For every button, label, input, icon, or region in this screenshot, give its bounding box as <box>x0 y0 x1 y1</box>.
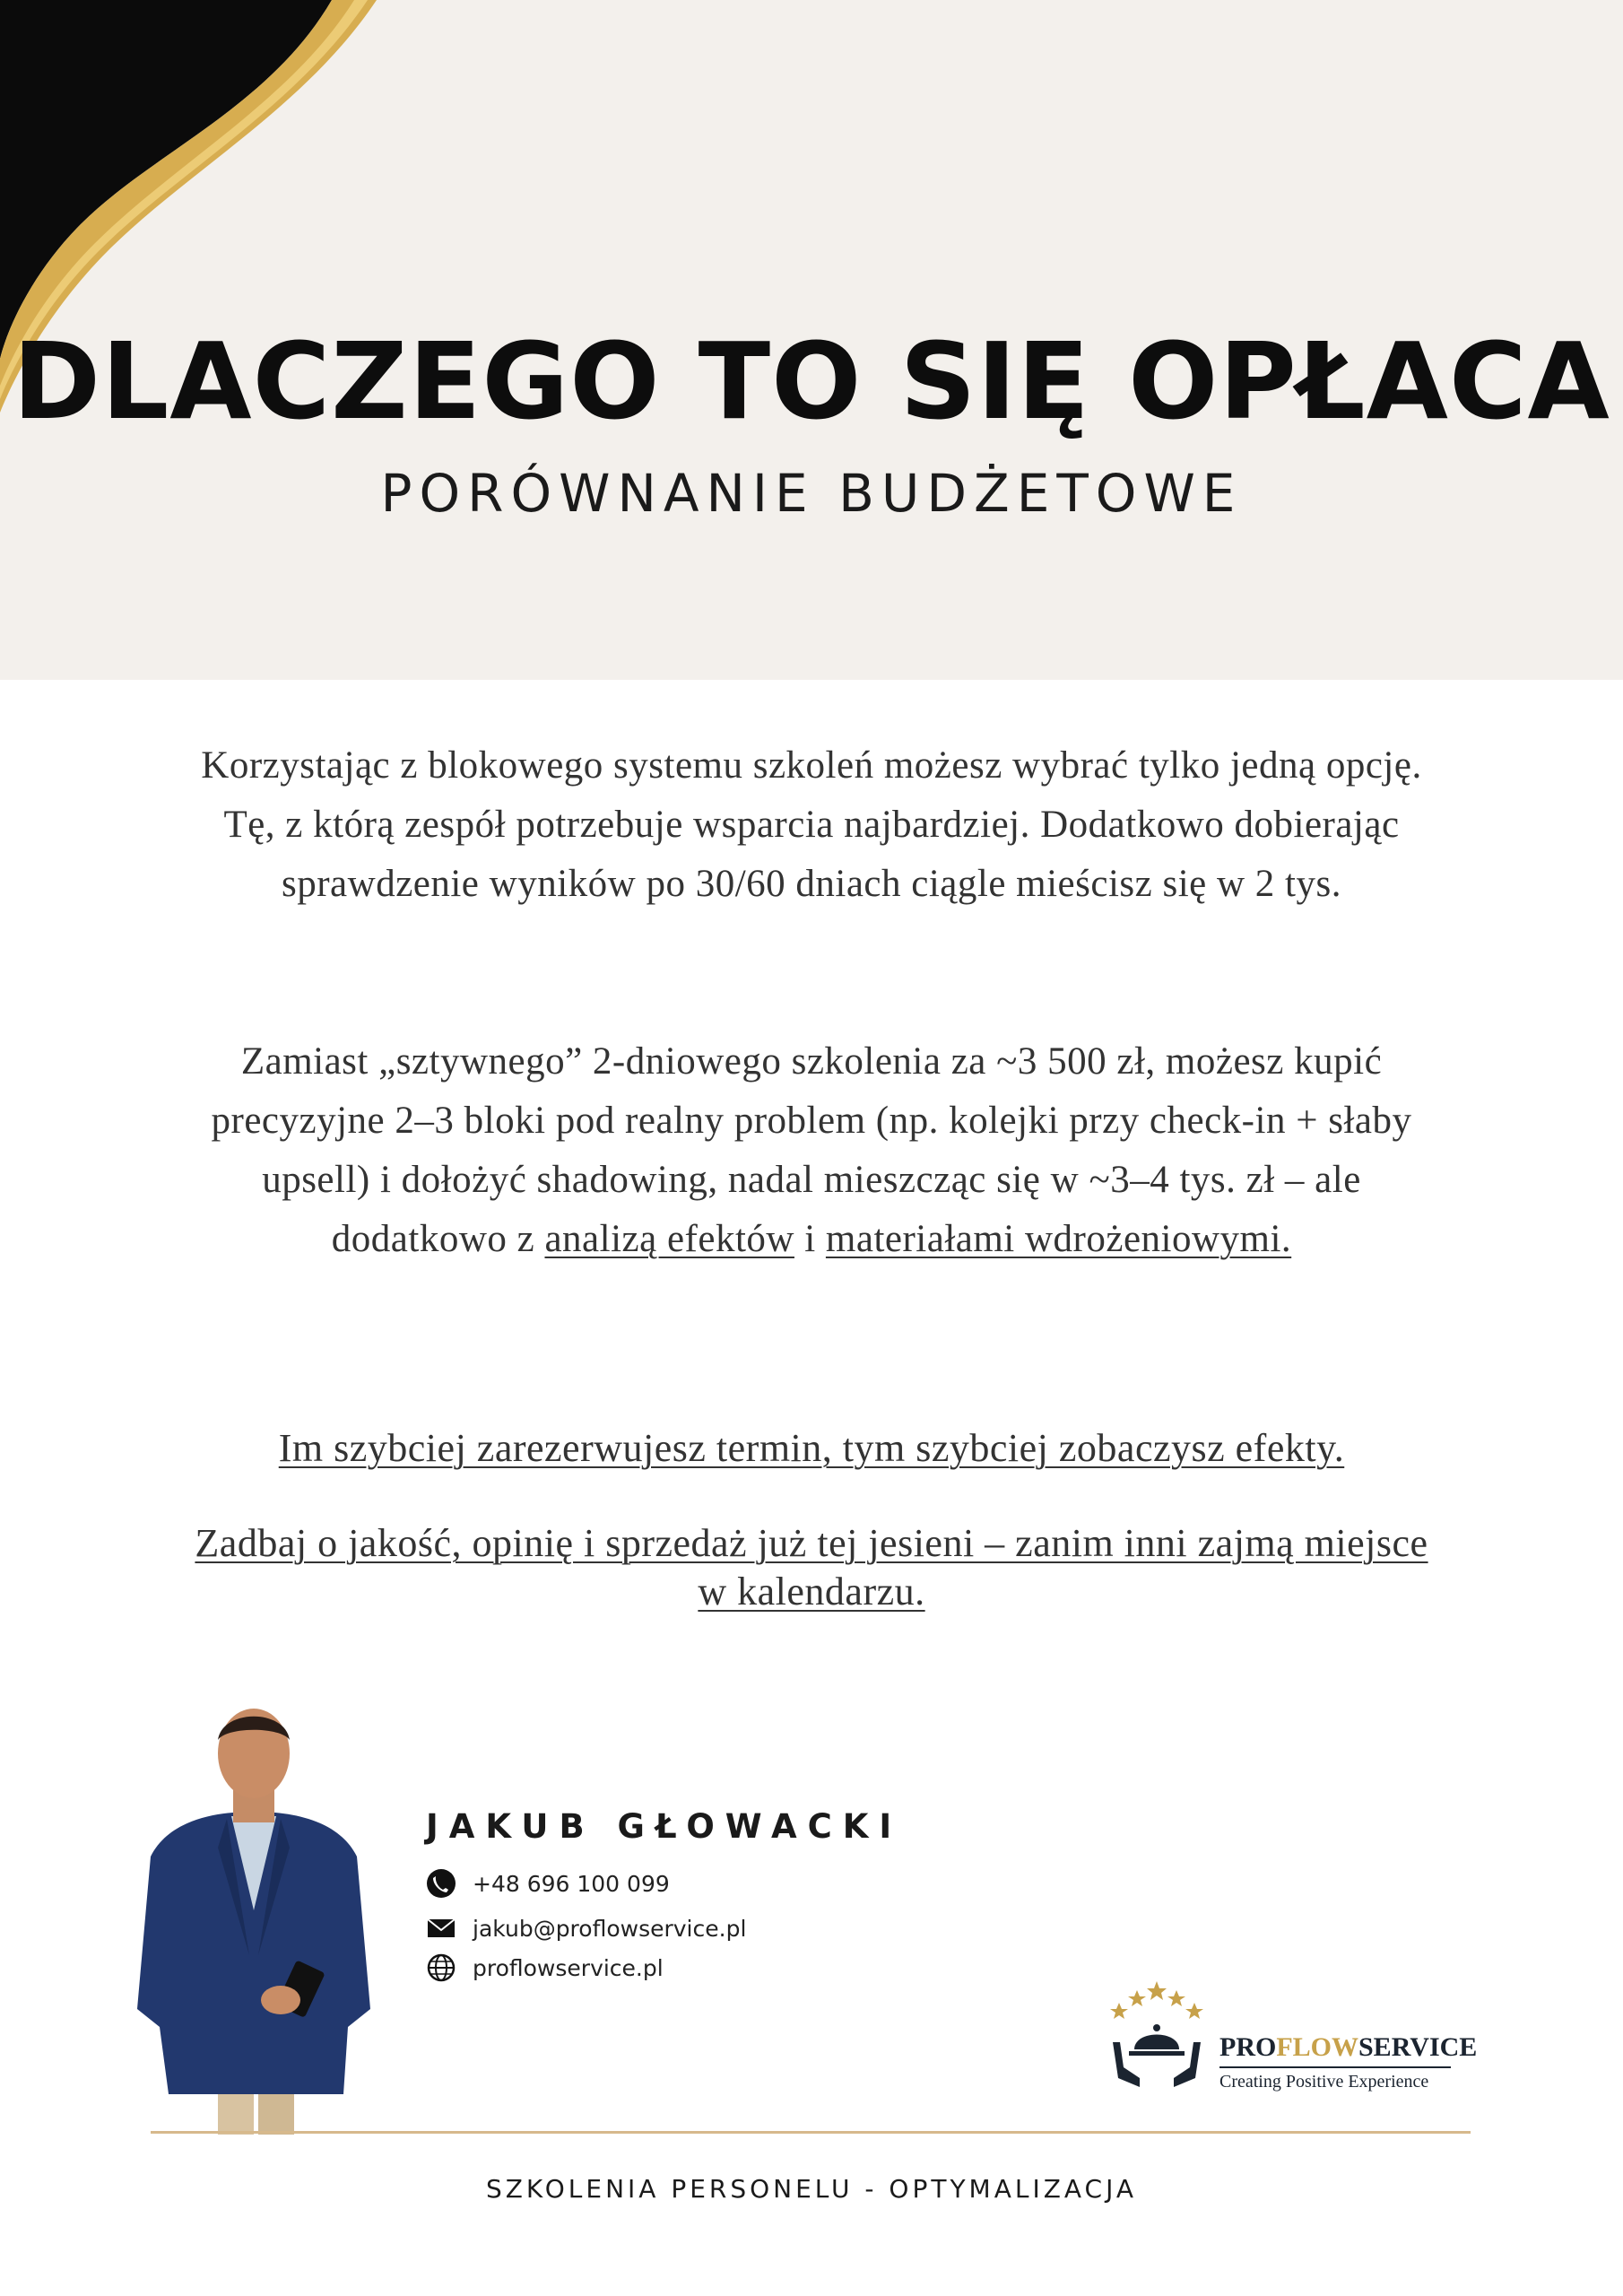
person-photo <box>133 1686 375 2135</box>
footer-text: SZKOLENIA PERSONELU - OPTYMALIZACJA <box>485 2174 1138 2204</box>
envelope-icon <box>426 1913 456 1944</box>
brand-name-pro: PRO <box>1219 2032 1277 2062</box>
contact-email: jakub@proflowservice.pl <box>473 1915 747 1942</box>
contact-website-row[interactable] <box>426 1950 664 1986</box>
paragraph-budget-comparison <box>179 1032 1444 1269</box>
brand-tagline: Creating Positive Experience <box>1219 2072 1429 2092</box>
contact-name: JAKUB GŁOWACKI <box>426 1807 903 1846</box>
footer-divider <box>151 2131 1471 2134</box>
brand-name-service: SERVICE <box>1358 2032 1478 2062</box>
paragraph-lead-text: Zamiast „sztywnego” 2-dniowego szkolenia za ~3 500 zł, możesz kupić precyzyjne 2–3 bloki pod realny problem (np. kolejki przy check-in + słaby upsell) i dołożyć shadowing, nadal mieszcząc się w ~3–4 tys. zł – ale dodatkowo z <box>211 1040 1412 1260</box>
brand-name <box>1219 2032 1477 2063</box>
cta-care-quality-link[interactable]: Zadbaj o jakość, opinię i sprzedaż już tej jesieni – zanim inni zajmą miejsce w kalendarzu. <box>195 1521 1428 1613</box>
page-subtitle: PORÓWNANIE BUDŻETOWE <box>380 463 1243 524</box>
page-title: DLACZEGO TO SIĘ OPŁACA <box>13 319 1610 443</box>
cta-book-term-link[interactable]: Im szybciej zarezerwujesz termin, tym szybciej zobaczysz efekty. <box>278 1426 1345 1470</box>
brand-divider <box>1219 2066 1451 2068</box>
link-materialy-wdrozeniowe[interactable]: materiałami wdrożeniowymi. <box>825 1218 1292 1260</box>
globe-icon <box>426 1952 456 1983</box>
contact-phone-row[interactable] <box>426 1866 670 1901</box>
link-analiza-efektow[interactable]: analizą efektów <box>544 1218 794 1260</box>
contact-phone: +48 696 100 099 <box>473 1870 670 1897</box>
paragraph-block-options: Korzystając z blokowego systemu szkoleń możesz wybrać tylko jedną opcję. Tę, z którą zespół potrzebuje wsparcia najbardziej. Dodatkowo dobierając sprawdzenie wyników po 30/60 dniach ciągle mieścisz się w 2 tys. <box>201 744 1422 905</box>
contact-email-row[interactable] <box>426 1910 746 1946</box>
brand-name-flow: FLOW <box>1276 2032 1358 2062</box>
phone-icon <box>426 1868 456 1899</box>
contact-website: proflowservice.pl <box>473 1954 664 1981</box>
paragraph-connector-text: i <box>794 1218 826 1260</box>
